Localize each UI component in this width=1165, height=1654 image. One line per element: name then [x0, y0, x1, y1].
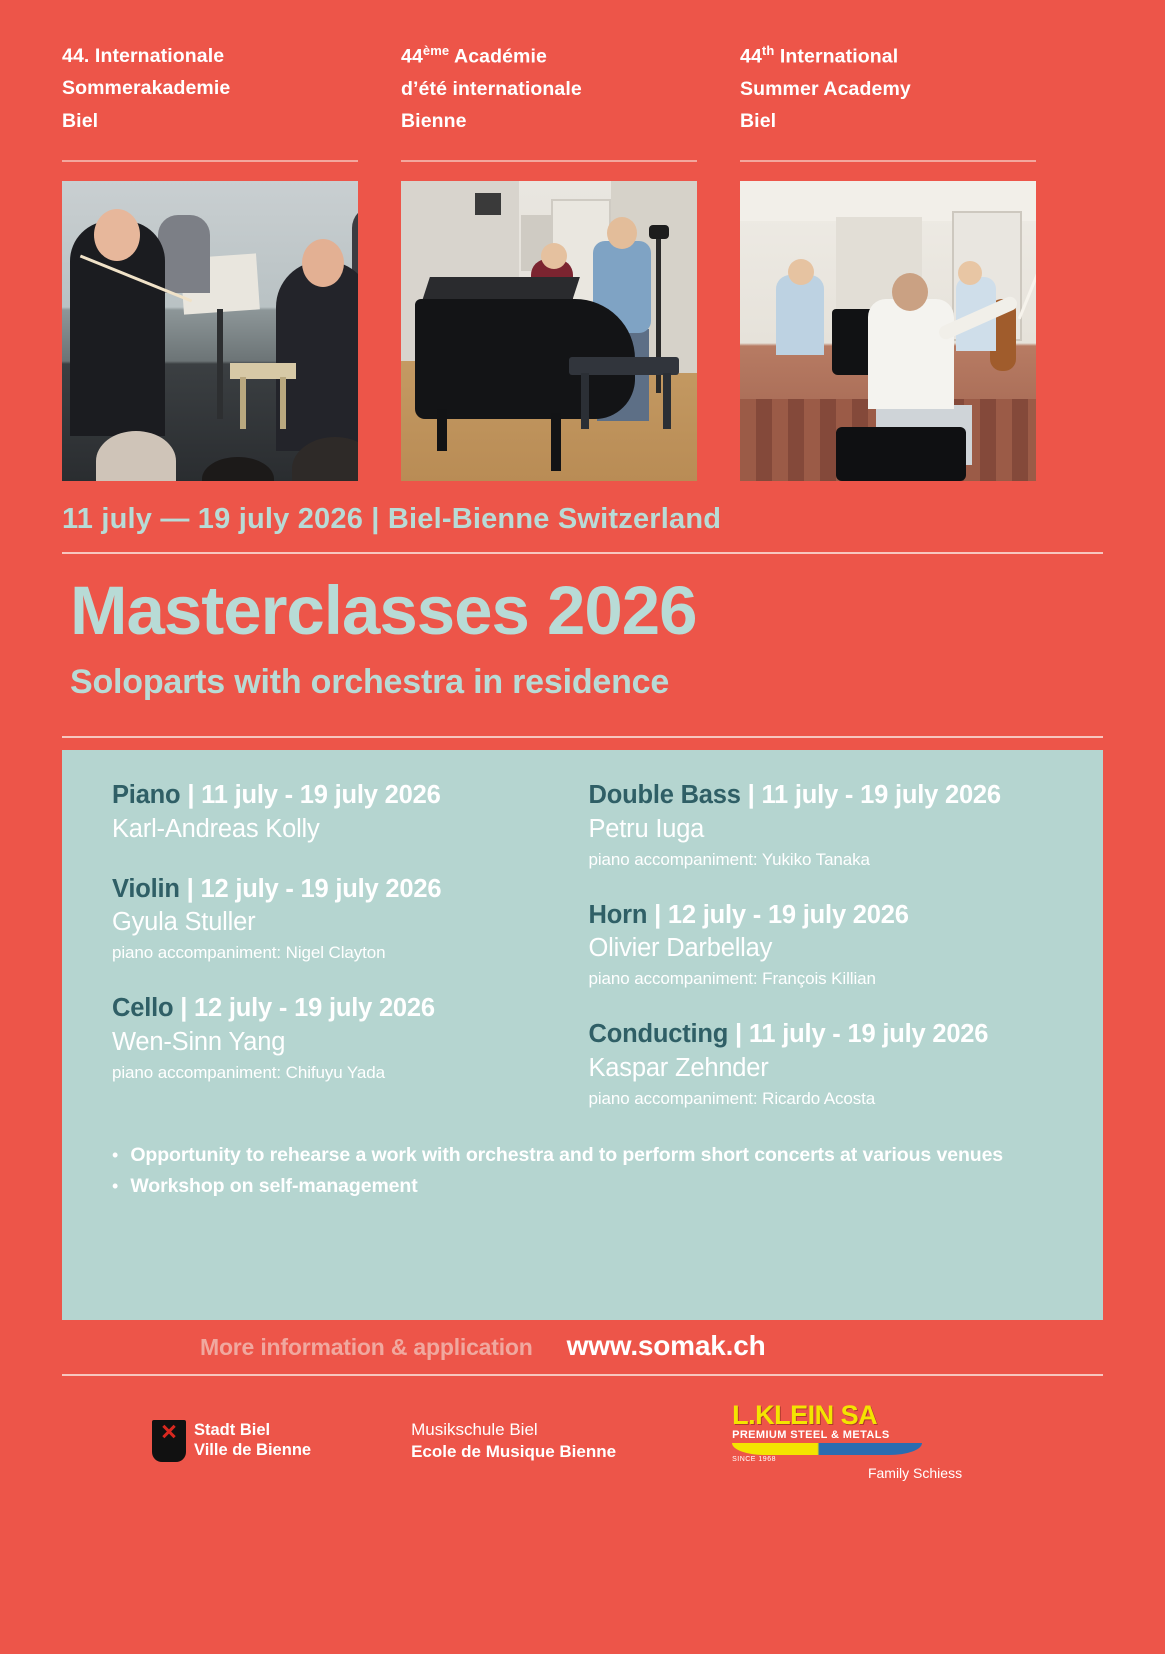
- masterclass-instrument: Double Bass: [588, 781, 741, 810]
- masterclass-teacher: Olivier Darbellay: [588, 934, 773, 963]
- klein-since: SINCE 1968: [732, 1456, 776, 1464]
- footer-logos: [0, 1376, 1165, 1481]
- website-url[interactable]: www.somak.ch: [566, 1330, 766, 1362]
- coat-of-arms-icon: [152, 1420, 186, 1462]
- header-fr-number: 44: [401, 45, 423, 68]
- masterclass-dates: | 11 july - 19 july 2026: [735, 1020, 989, 1049]
- masterclass-instrument: Violin: [112, 874, 180, 903]
- header-column-fr: [401, 40, 697, 162]
- list-item: [112, 1143, 1075, 1168]
- masterclass-item: [112, 993, 583, 1083]
- klein-name: L.KLEIN SA: [732, 1400, 878, 1431]
- masterclass-instrument: Horn: [588, 900, 648, 929]
- masterclass-item: [112, 874, 583, 964]
- photo-conducting: [740, 181, 1036, 481]
- masterclasses-column-right: [583, 780, 1076, 1139]
- masterclass-dates: | 12 july - 19 july 2026: [186, 874, 442, 903]
- info-bar: [0, 1320, 1165, 1362]
- header-en-superscript: th: [761, 43, 775, 58]
- header-column-de: [62, 40, 358, 162]
- masterclass-headline: [589, 900, 1076, 931]
- klein-family: Family Schiess: [867, 1465, 963, 1482]
- masterclasses-column-left: [90, 780, 583, 1139]
- header-de-line-2: Sommerakademie: [62, 77, 231, 100]
- bullet-text: Opportunity to rehearse a work with orchestra and to perform short concerts at various venues: [130, 1143, 1004, 1166]
- photo-violin-ensemble: [62, 181, 358, 481]
- klein-subtitle: PREMIUM STEEL & METALS: [732, 1429, 890, 1442]
- header-de-line-1: 44. Internationale: [62, 45, 225, 67]
- more-information-label: More information & application: [200, 1334, 533, 1361]
- masterclass-dates: | 12 july - 19 july 2026: [180, 994, 435, 1023]
- masterclass-accompaniment: piano accompaniment: François Killian: [588, 969, 876, 989]
- divider-under-subtitle: [62, 736, 1103, 738]
- header-fr-line-2: d’été internationale: [401, 77, 582, 100]
- dateline: 11 july — 19 july 2026 | Biel-Bienne Switzerland: [62, 503, 722, 535]
- masterclass-instrument: Cello: [112, 994, 174, 1023]
- logo-musikschule-biel: [411, 1419, 616, 1462]
- masterclass-accompaniment: piano accompaniment: Chifuyu Yada: [112, 1062, 385, 1082]
- header-en-line-3: Biel: [740, 110, 777, 133]
- logo-l-klein-sa: [732, 1400, 962, 1481]
- header-en-line-1: [740, 40, 1036, 73]
- masterclass-headline: [589, 1019, 1076, 1050]
- masterclass-teacher: Wen-Sinn Yang: [112, 1027, 286, 1056]
- header-titles: [0, 0, 1165, 162]
- masterclass-dates: | 11 july - 19 july 2026: [187, 781, 441, 810]
- header-en-line-2: Summer Academy: [740, 77, 911, 100]
- masterclass-headline: [112, 780, 583, 811]
- masterclass-item: [589, 1019, 1076, 1109]
- bullet-icon: •: [112, 1176, 119, 1197]
- masterclass-item: [589, 780, 1076, 870]
- list-item: [112, 1174, 1075, 1199]
- masterclass-teacher: Petru Iuga: [588, 814, 705, 843]
- header-de-line-3: Biel: [62, 109, 99, 132]
- header-fr-line-1: [401, 40, 697, 73]
- masterclass-item: [589, 900, 1076, 990]
- musikschule-line-2: Ecole de Musique Bienne: [411, 1441, 617, 1461]
- masterclass-accompaniment: piano accompaniment: Yukiko Tanaka: [588, 849, 870, 869]
- masterclass-headline: [589, 780, 1076, 811]
- masterclass-teacher: Kaspar Zehnder: [588, 1053, 769, 1082]
- masterclass-teacher: Gyula Stuller: [112, 908, 256, 937]
- page-title: Masterclasses 2026: [70, 572, 697, 649]
- masterclasses-columns: [90, 780, 1075, 1139]
- masterclass-accompaniment: piano accompaniment: Nigel Clayton: [112, 943, 386, 963]
- masterclass-dates: | 12 july - 19 july 2026: [654, 900, 909, 929]
- musikschule-line-1: Musikschule Biel: [411, 1420, 538, 1440]
- stadt-biel-line-1: Stadt Biel: [194, 1420, 271, 1439]
- header-en-rest: International: [779, 45, 899, 68]
- masterclass-teacher: Karl-Andreas Kolly: [112, 814, 320, 843]
- masterclass-instrument: Piano: [112, 781, 181, 810]
- page-subtitle: Soloparts with orchestra in residence: [70, 663, 670, 702]
- header-column-en: [740, 40, 1036, 162]
- header-en-number: 44: [740, 45, 762, 68]
- photo-strip: [0, 162, 1165, 481]
- header-fr-rest: Académie: [454, 45, 547, 68]
- photo-piano-lesson: [401, 181, 697, 481]
- masterclass-dates: | 11 july - 19 july 2026: [747, 781, 1001, 810]
- klein-swoosh-icon: [732, 1443, 922, 1455]
- bullet-text: Workshop on self-management: [130, 1175, 418, 1198]
- masterclass-instrument: Conducting: [588, 1020, 729, 1049]
- masterclass-headline: [112, 874, 583, 905]
- masterclass-accompaniment: piano accompaniment: Ricardo Acosta: [588, 1088, 876, 1108]
- masterclass-item: [112, 780, 583, 844]
- bullet-icon: •: [112, 1144, 119, 1165]
- header-fr-line-3: Bienne: [401, 110, 467, 133]
- logo-stadt-biel: [152, 1420, 311, 1462]
- header-fr-superscript: ème: [422, 43, 450, 58]
- stadt-biel-line-2: Ville de Bienne: [194, 1440, 312, 1459]
- bullet-list: [90, 1139, 1075, 1200]
- masterclass-headline: [112, 993, 583, 1024]
- masterclasses-panel: [62, 750, 1103, 1320]
